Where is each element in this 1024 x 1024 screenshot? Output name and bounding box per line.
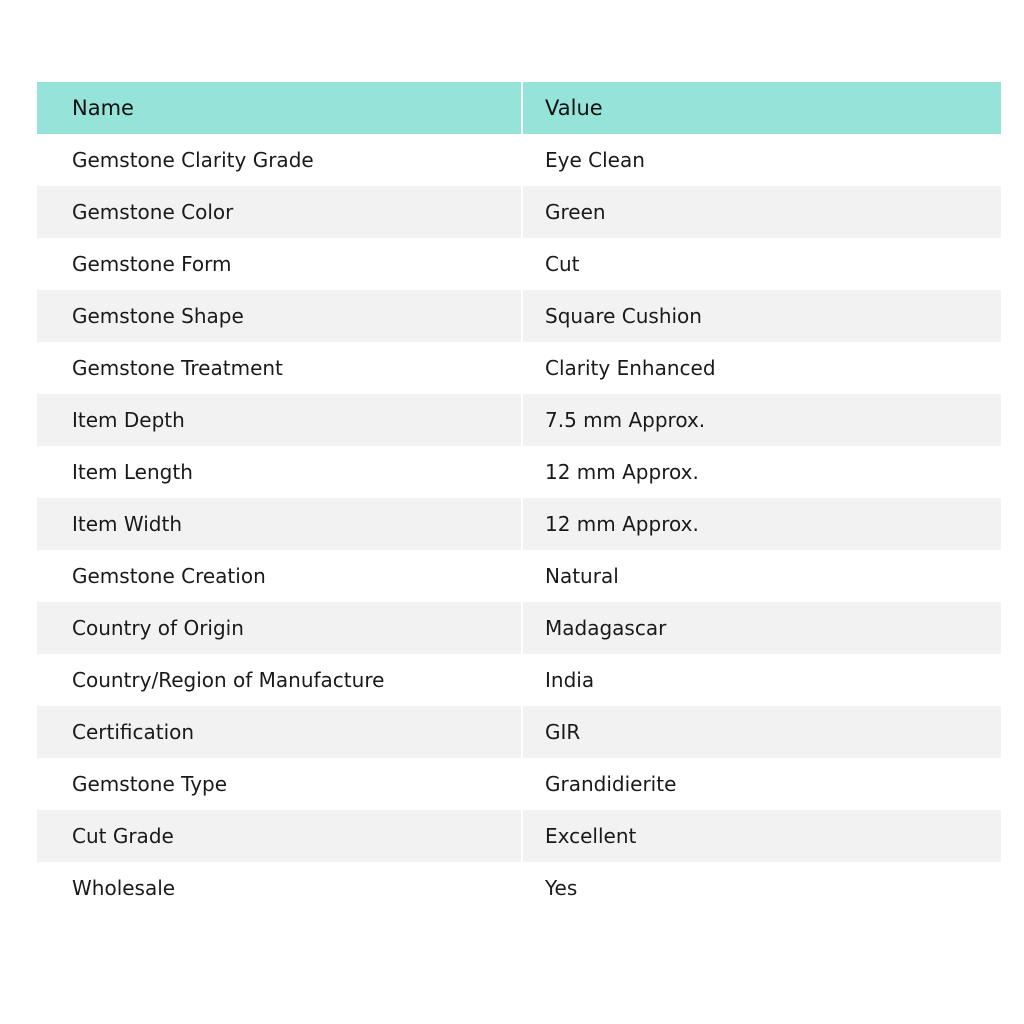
- table-row: [37, 602, 1001, 654]
- table-row: [37, 394, 1001, 446]
- cell-value: India: [522, 654, 1001, 706]
- cell-name: Gemstone Creation: [37, 550, 522, 602]
- cell-value: GIR: [522, 706, 1001, 758]
- cell-value: Green: [522, 186, 1001, 238]
- cell-name: Gemstone Shape: [37, 290, 522, 342]
- table-row: [37, 498, 1001, 550]
- table-row: [37, 134, 1001, 186]
- cell-name: Certification: [37, 706, 522, 758]
- cell-value: Square Cushion: [522, 290, 1001, 342]
- cell-name: Item Depth: [37, 394, 522, 446]
- cell-value: 7.5 mm Approx.: [522, 394, 1001, 446]
- table-row: [37, 706, 1001, 758]
- table-row: [37, 550, 1001, 602]
- header-row: [37, 82, 1001, 134]
- cell-name: Cut Grade: [37, 810, 522, 862]
- cell-value: Cut: [522, 238, 1001, 290]
- table-row: [37, 862, 1001, 914]
- cell-value: Excellent: [522, 810, 1001, 862]
- cell-value: Yes: [522, 862, 1001, 914]
- table-row: [37, 810, 1001, 862]
- cell-name: Country/Region of Manufacture: [37, 654, 522, 706]
- column-header-name: Name: [37, 82, 522, 134]
- column-header-value: Value: [522, 82, 1001, 134]
- table-row: [37, 238, 1001, 290]
- cell-value: 12 mm Approx.: [522, 498, 1001, 550]
- cell-value: Madagascar: [522, 602, 1001, 654]
- table-row: [37, 758, 1001, 810]
- table-row: [37, 654, 1001, 706]
- table-row: [37, 186, 1001, 238]
- cell-name: Gemstone Clarity Grade: [37, 134, 522, 186]
- cell-name: Gemstone Color: [37, 186, 522, 238]
- table-row: [37, 290, 1001, 342]
- cell-name: Wholesale: [37, 862, 522, 914]
- cell-name: Item Length: [37, 446, 522, 498]
- cell-name: Country of Origin: [37, 602, 522, 654]
- cell-value: Eye Clean: [522, 134, 1001, 186]
- table-header: [37, 82, 1001, 134]
- cell-value: Natural: [522, 550, 1001, 602]
- cell-value: 12 mm Approx.: [522, 446, 1001, 498]
- cell-value: Clarity Enhanced: [522, 342, 1001, 394]
- table-body: [37, 134, 1001, 914]
- spec-table: [37, 82, 1001, 914]
- table-row: [37, 342, 1001, 394]
- cell-name: Gemstone Type: [37, 758, 522, 810]
- cell-name: Gemstone Treatment: [37, 342, 522, 394]
- cell-name: Item Width: [37, 498, 522, 550]
- table-row: [37, 446, 1001, 498]
- cell-name: Gemstone Form: [37, 238, 522, 290]
- cell-value: Grandidierite: [522, 758, 1001, 810]
